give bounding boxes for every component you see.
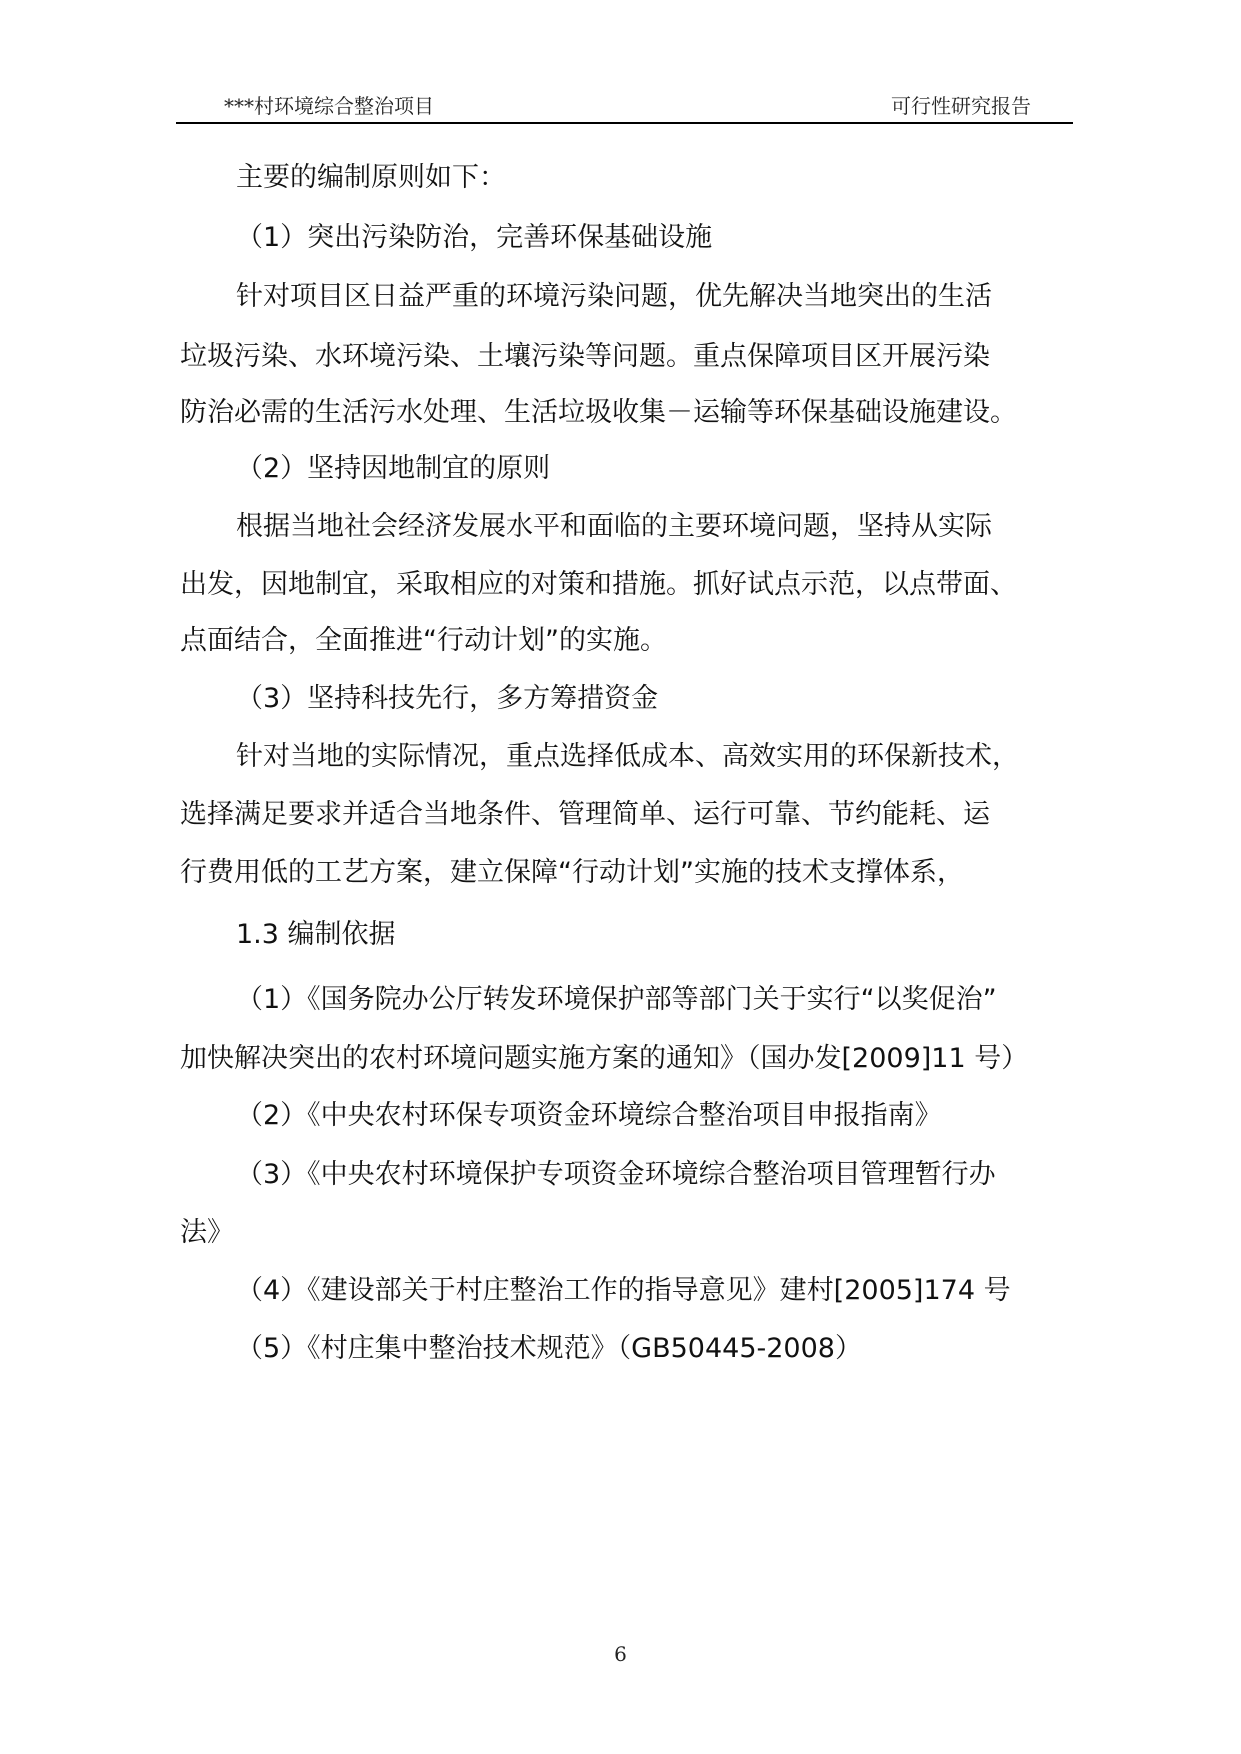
- paragraph-line: 防治必需的生活污水处理、生活垃圾收集－运输等环保基础设施建设。: [180, 397, 1017, 428]
- basis-item-continued: 加快解决突出的农村环境问题实施方案的通知》（国办发[2009]11 号）: [180, 1043, 1029, 1074]
- header-report-title: 可行性研究报告: [891, 94, 1031, 118]
- page-number: 6: [614, 1642, 627, 1666]
- basis-item-continued: 法》: [180, 1217, 234, 1248]
- paragraph-line: 根据当地社会经济发展水平和面临的主要环境问题，坚持从实际: [236, 511, 992, 542]
- basis-item: （3）《中央农村环境保护专项资金环境综合整治项目管理暂行办: [236, 1159, 996, 1190]
- paragraph-line: 选择满足要求并适合当地条件、管理简单、运行可靠、节约能耗、运: [180, 799, 990, 830]
- paragraph-line: 垃圾污染、水环境污染、土壤污染等问题。重点保障项目区开展污染: [180, 341, 990, 372]
- header-project-title: ***村环境综合整治项目: [224, 94, 434, 118]
- basis-item: （2）《中央农村环保专项资金环境综合整治项目申报指南》: [236, 1100, 942, 1131]
- principles-intro: 主要的编制原则如下：: [236, 162, 506, 193]
- principle-3-heading: （3）坚持科技先行，多方筹措资金: [236, 683, 659, 714]
- principle-1-heading: （1）突出污染防治，完善环保基础设施: [236, 222, 713, 253]
- basis-item: （4）《建设部关于村庄整治工作的指导意见》建村[2005]174 号: [236, 1275, 1011, 1306]
- principle-2-heading: （2）坚持因地制宜的原则: [236, 453, 551, 484]
- paragraph-line: 出发，因地制宜，采取相应的对策和措施。抓好试点示范，以点带面、: [180, 569, 1017, 600]
- basis-item: （1）《国务院办公厅转发环境保护部等部门关于实行“以奖促治”: [236, 984, 997, 1015]
- basis-item: （5）《村庄集中整治技术规范》（GB50445-2008）: [236, 1333, 862, 1364]
- paragraph-line: 针对当地的实际情况，重点选择低成本、高效实用的环保新技术，: [236, 741, 1019, 772]
- paragraph-line: 行费用低的工艺方案，建立保障“行动计划”实施的技术支撑体系，: [180, 857, 964, 888]
- paragraph-line: 点面结合，全面推进“行动计划”的实施。: [180, 625, 667, 656]
- page-header: [176, 86, 1073, 124]
- paragraph-line: 针对项目区日益严重的环境污染问题，优先解决当地突出的生活: [236, 281, 992, 312]
- section-heading: 1.3 编制依据: [236, 919, 396, 950]
